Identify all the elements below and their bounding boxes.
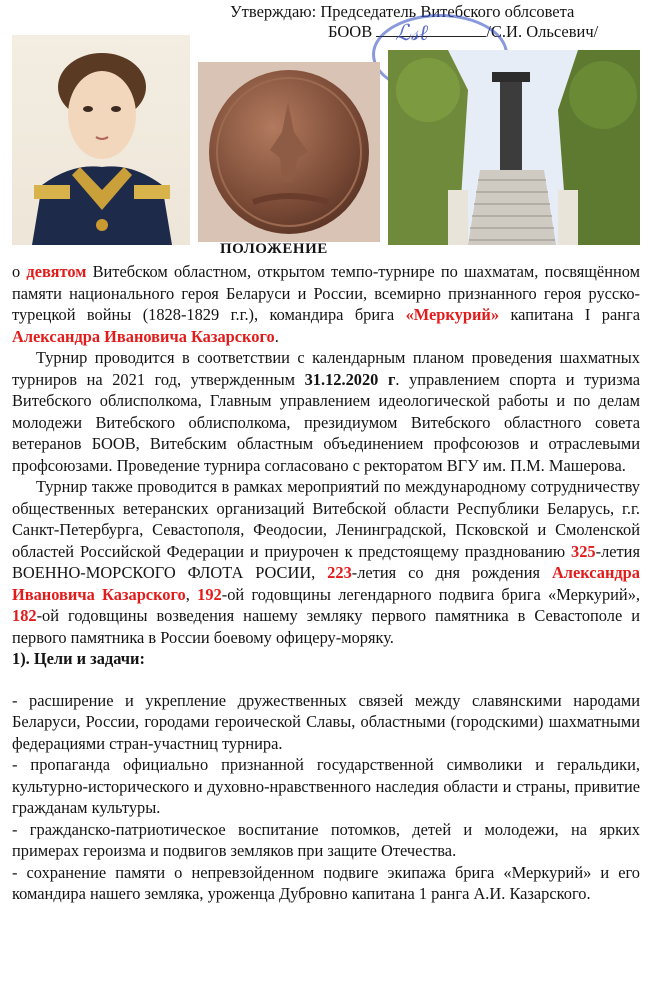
goal-item-2: - пропаганда официально признанной государственной символики и геральдики, культурно-исторического и духовно-нравственного наследия области и страны, привитие гражданам культуры. — [12, 755, 640, 817]
cooperation-paragraph: Турнир также проводится в рамках мероприятий по международному сотрудничеству общественных ветеранских организаций Витебской области Республики Беларусь, г.г. Санкт-Петербурга, Севастополя, Феодосии, Ленинградской, Псковской и Смоленской областей Российской Федерации и приурочен к предстоящему празднованию 325-летия ВОЕННО-МОРСКОГО ФЛОТА РОСИИ, 223-летия со дня рождения Александра Ивановича Казарского, 192-ой годовщины легендарного подвига брига «Меркурий», 182-ой годовщины возведения нашему земляку первого памятника в Севастополе и первого памятника в России боевому офицеру-моряку. — [12, 477, 640, 647]
anniversary-223: 223 — [327, 563, 352, 582]
ship-highlight: «Меркурий» — [405, 305, 500, 324]
approval-line-2: БООВ /С.И. Ольсевич/ — [328, 22, 599, 41]
approval-line-1: Утверждаю: Председатель Витебского облсовета — [230, 2, 575, 21]
anniversary-182: 182 — [12, 606, 37, 625]
ordinal-highlight: девятом — [26, 262, 87, 281]
approval-date: 31.12.2020 г — [304, 369, 396, 389]
document-title: ПОЛОЖЕНИЕ — [220, 241, 328, 257]
schedule-paragraph: Турнир проводится в соответствии с календарным планом проведения шахматных турниров на 2021 год, утвержденным 31.12.2020 г. управлением спорта и туризма Витебского облисполкома, Главным управлением идеологической работы и по делам молодежи Витебского облисполкома, президиумом Витебского областного совета ветеранов БООВ, Витебским областным объединением профсоюзов и отраслевыми профсоюзами. Проведение турнира согласовано с ректоратом ВГУ им. П.М. Машерова. — [12, 348, 640, 475]
hero-highlight: Александра Ивановича Казарского — [12, 326, 275, 346]
document-body — [12, 261, 640, 905]
approval-name: С.И. Ольсевич/ — [490, 22, 599, 41]
goal-item-1: - расширение и укрепление дружественных связей между славянскими народами Беларуси, России, городами героической Славы, областными (городскими) шахматными федерациями стран-участниц турнира. — [12, 690, 640, 753]
approval-org: БООВ — [328, 22, 373, 41]
anniversary-325: 325 — [571, 541, 596, 561]
medal-image — [198, 62, 380, 242]
portrait-image — [12, 35, 190, 245]
hero-highlight-2: Александра Ивановича Казарского — [12, 563, 640, 604]
intro-paragraph: о девятом Витебском областном, открытом темпо-турнире по шахматам, посвящённом памяти национального героя Беларуси и России, всемирно признанного героя русско-турецкой войны (1828-1829 г.г.), командира брига «Меркурий» капитана I ранга Александра Ивановича Казарского. — [12, 262, 640, 346]
goal-item-3: - гражданско-патриотическое воспитание потомков, детей и молодежи, на ярких примерах героизма и подвигов земляков при защите Отечества. — [12, 819, 640, 860]
monument-image — [388, 50, 640, 245]
signature: ℒ𝓈ℓ — [395, 20, 429, 45]
section-heading-goals: 1). Цели и задачи: — [12, 649, 145, 668]
goal-item-4: - сохранение памяти о непревзойденном подвиге экипажа брига «Меркурий» и его командира нашего земляка, уроженца Дубровно капитана 1 ранга А.И. Казарского. — [12, 862, 640, 903]
anniversary-192: 192 — [197, 584, 222, 604]
